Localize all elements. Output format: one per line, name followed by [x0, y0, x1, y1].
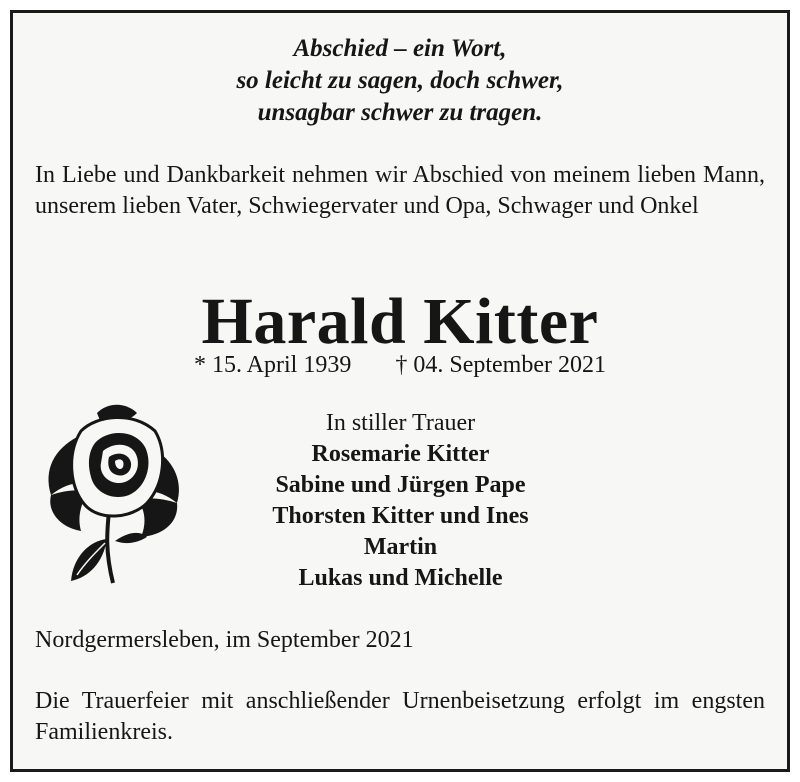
- mourner-name: Thorsten Kitter und Ines: [272, 503, 529, 529]
- mourners-block: [188, 408, 613, 594]
- birth-date: * 15. April 1939: [194, 352, 352, 378]
- intro-text: In Liebe und Dankbarkeit nehmen wir Abschied von meinem lieben Mann, unserem lieben Vater, Schwiegervater und Opa, Schwager und Onkel: [35, 162, 765, 219]
- mourner-name: Martin: [363, 534, 438, 560]
- mourner-name: Sabine und Jürgen Pape: [275, 472, 526, 498]
- poem-line: Abschied – ein Wort,: [293, 35, 507, 62]
- mourners-heading: In stiller Trauer: [325, 410, 476, 436]
- poem-line: so leicht zu sagen, doch schwer,: [236, 67, 564, 94]
- mourner-name: Rosemarie Kitter: [311, 441, 490, 467]
- rose-icon: [37, 391, 187, 591]
- place-and-date: Nordgermersleben, im September 2021: [35, 627, 414, 653]
- poem-line: unsagbar schwer zu tragen.: [257, 99, 543, 126]
- life-dates: [13, 350, 787, 380]
- mourner-name: Lukas und Michelle: [298, 565, 503, 591]
- deceased-name: Harald Kitter: [201, 285, 599, 358]
- funeral-note: Die Trauerfeier mit anschließender Urnenbeisetzung erfolgt im engsten Familienkreis.: [35, 688, 765, 745]
- obituary-notice: [10, 10, 790, 772]
- memorial-poem: [13, 33, 787, 129]
- death-date: † 04. September 2021: [395, 352, 606, 378]
